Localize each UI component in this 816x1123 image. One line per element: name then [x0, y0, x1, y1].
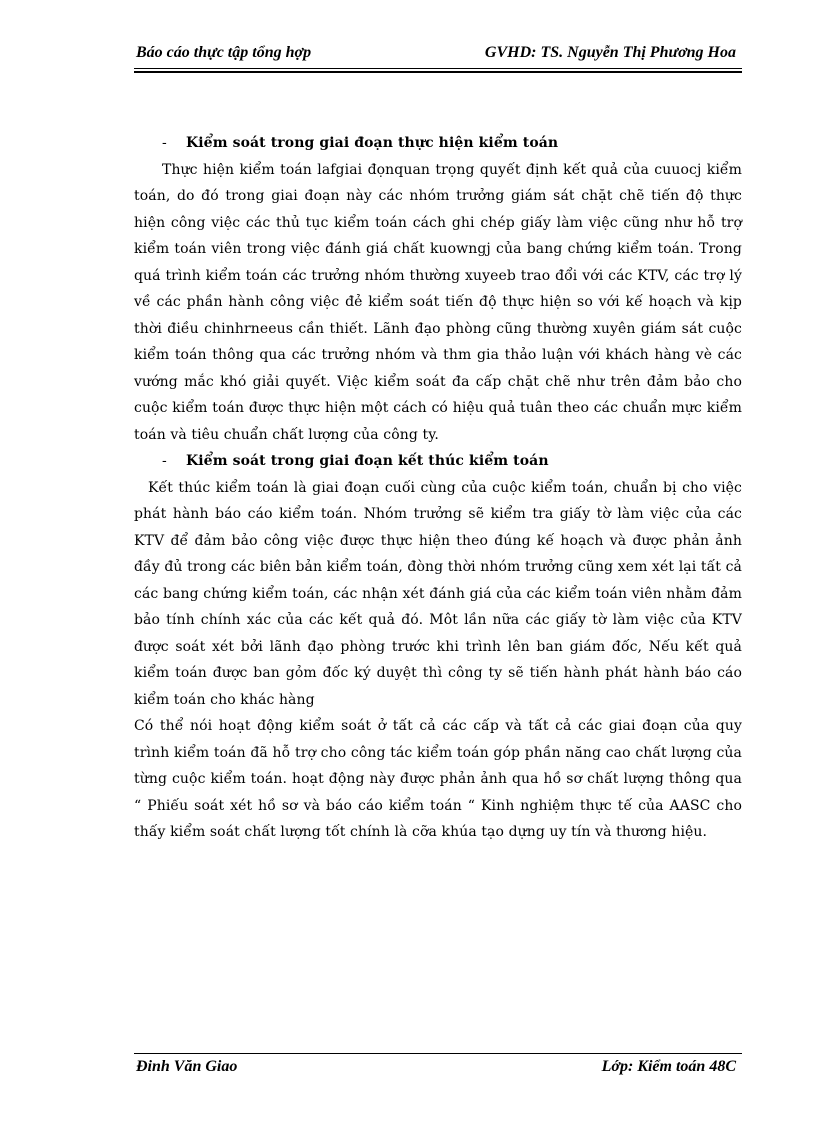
- section-heading-text: Kiểm soát trong giai đoạn kết thúc kiểm toán: [186, 453, 549, 469]
- footer-rule: [134, 1053, 742, 1054]
- footer-author: Đinh Văn Giao: [136, 1058, 238, 1075]
- bullet-marker: -: [162, 135, 167, 151]
- header-report-title: Báo cáo thực tập tổng hợp: [136, 44, 312, 61]
- footer-class: Lớp: Kiểm toán 48C: [601, 1058, 736, 1075]
- page-footer: [134, 1058, 742, 1082]
- header-rule-thick: [134, 71, 742, 73]
- section-heading-text: Kiểm soát trong giai đoạn thực hiện kiểm toán: [186, 135, 559, 151]
- header-supervisor: GVHD: TS. Nguyễn Thị Phương Hoa: [484, 44, 736, 61]
- document-body: [134, 130, 742, 846]
- header-rule: [134, 68, 742, 69]
- paragraph-completion: Kết thúc kiểm toán là giai đoạn cuối cùng của cuộc kiểm toán, chuẩn bị cho việc phát hành báo cáo kiểm toán. Nhóm trưởng sẽ kiểm tra giấy tờ làm việc của các KTV để đảm bảo công việc được thực hiện theo đúng kế hoạch và được phản ảnh đầy đủ trong các biên bản kiểm toán, đòng thời nhóm trưởng cũng xem xét lại tất cả các bang chứng kiểm toán, các nhận xét đánh giá của các kiểm toán viên nhằm đảm bảo tính chính xác của các kết quả đó. Môt lần nữa các giấy tờ làm việc của KTV được soát xét bởi lãnh đạo phòng trước khi trình lên ban giám đốc, Nếu kết quả kiểm toán được ban gỏm đốc ký duyệt thì công ty sẽ tiến hành phát hành báo cáo kiểm toán cho khác hàng: [134, 479, 742, 708]
- bullet-marker: -: [162, 453, 167, 469]
- paragraph-execution: Thực hiện kiểm toán lafgiai đọnquan trọng quyết định kết quả của cuuocj kiểm toán, do đó trong giai đoạn này các nhóm trưởng giám sát chặt chẽ tiến độ thực hiện công việc các thủ tục kiểm toán cách ghi chép giấy làm việc cũng như hỗ trợ kiểm toán viên trong việc đánh giá chất kuowngj của bang chứng kiểm toán. Trong quá trình kiểm toán các trưởng nhóm thường xuyeeb trao đổi với các KTV, các trợ lý về các phần hành công việc đẻ kiểm soát tiến độ thực hiện so với kế hoạch và kịp thời điều chinhrneeus cần thiết. Lãnh đạo phòng cũng thường xuyên giám sát cuộc kiểm toán thông qua các trưởng nhóm và thm gia thảo luận với khách hàng vè các vướng mắc khó giải quyết. Việc kiểm soát đa cấp chặt chẽ như trên đảm bảo cho cuộc kiểm toán được thực hiện một cách có hiệu quả tuân theo các chuẩn mực kiểm toán và tiêu chuẩn chất lượng của công ty.: [134, 161, 742, 443]
- page-header: [134, 44, 742, 68]
- section-heading-completion: [134, 448, 742, 475]
- section-heading-execution: [134, 130, 742, 157]
- paragraph-conclusion: Có thể nói hoạt động kiểm soát ở tất cả các cấp và tất cả các giai đoạn của quy trình kiểm toán đã hỗ trợ cho công tác kiểm toán góp phần năng cao chất lượng của từng cuộc kiểm toán. hoạt động này được phản ảnh qua hồ sơ chất lượng thông qua “ Phiếu soát xét hồ sơ và báo cáo kiểm toán “ Kinh nghiệm thực tế của AASC cho thấy kiểm soát chất lượng tốt chính là cỡa khúa tạo dựng uy tín và thương hiệu.: [134, 718, 742, 840]
